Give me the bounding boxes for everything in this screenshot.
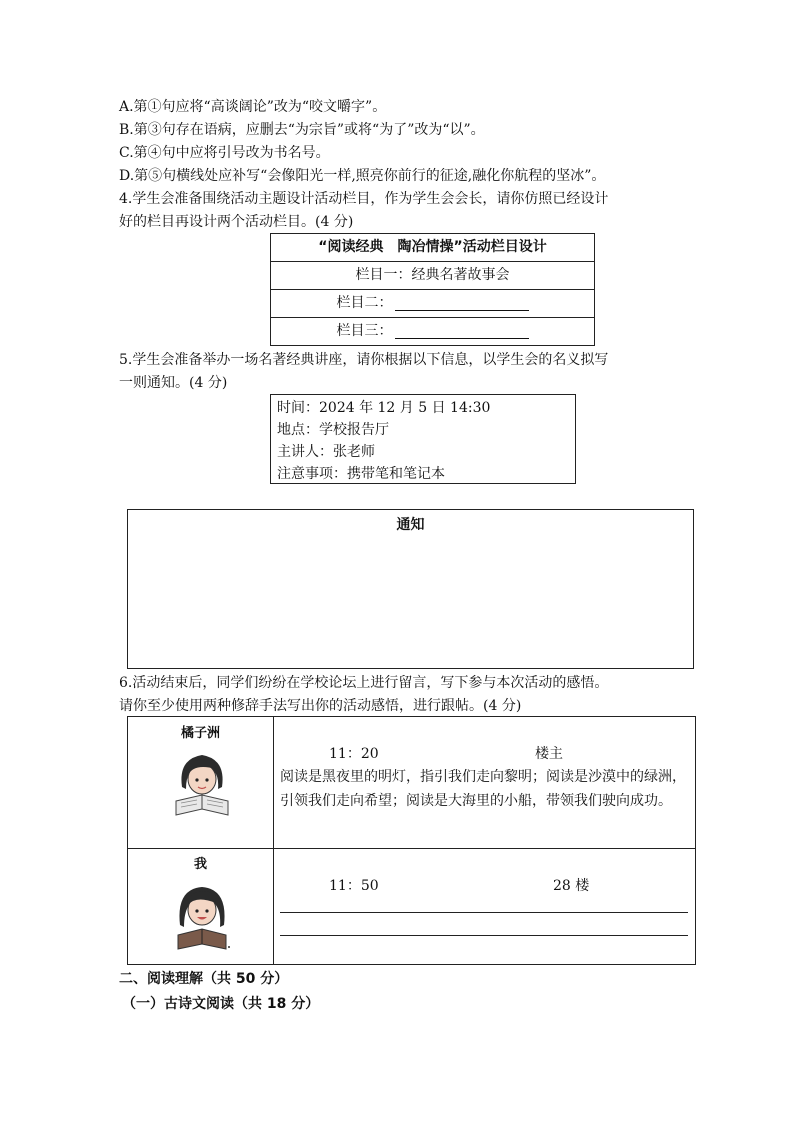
- reply-answer-line-1[interactable]: [280, 912, 688, 913]
- column-two-label: 栏目二：: [336, 295, 393, 311]
- reading-girl-avatar-icon: [172, 745, 232, 817]
- post1-username: 橘子洲: [180, 726, 220, 741]
- post2-username: 我: [193, 857, 207, 872]
- post1-text: 阅读是黑夜里的明灯，指引我们走向黎明；阅读是沙漠中的绿洲，引领我们走向希望；阅读是大海里的小船，带领我们驶向成功。: [280, 769, 686, 809]
- notice-answer-box[interactable]: [127, 509, 694, 669]
- lecture-place: 地点：学校报告厅: [277, 422, 389, 438]
- q5-line1: 5.学生会准备举办一场名著经典讲座，请你根据以下信息，以学生会的名义拟写: [119, 352, 609, 368]
- option-d: D.第⑤句横线处应补写“会像阳光一样,照亮你前行的征途,融化你航程的坚冰”。: [119, 168, 606, 184]
- notice-title: 通知: [396, 517, 425, 533]
- column-three-blank[interactable]: [395, 324, 529, 339]
- option-b: B.第③句存在语病，应删去“为宗旨”或将“为了”改为“以”。: [119, 122, 485, 138]
- column-one-label: 栏目一：经典名著故事会: [355, 267, 510, 283]
- subsection-1-title: （一）古诗文阅读（共 18 分）: [122, 996, 320, 1012]
- post1-time: 11：20: [329, 746, 379, 762]
- q5-line2: 一则通知。(4 分): [119, 375, 228, 391]
- reply-answer-line-2[interactable]: [280, 935, 688, 936]
- column-three: [271, 317, 594, 345]
- reading-girl-avatar-icon: [172, 877, 232, 951]
- post1-floor: 楼主: [535, 746, 563, 762]
- column-three-label: 栏目三：: [336, 323, 393, 339]
- forum-row-divider: [128, 848, 695, 849]
- lecture-notes: 注意事项：携带笔和笔记本: [277, 466, 445, 482]
- q4-line2: 好的栏目再设计两个活动栏目。(4 分): [119, 214, 354, 230]
- lecture-speaker: 主讲人：张老师: [277, 444, 375, 460]
- post2-floor: 28 楼: [553, 878, 590, 894]
- post2-time: 11：50: [329, 878, 379, 894]
- column-two-blank[interactable]: [395, 296, 529, 311]
- column-one: [271, 261, 594, 289]
- column-two: [271, 289, 594, 317]
- option-a: A.第①句应将“高谈阔论”改为“咬文嚼字”。: [119, 99, 387, 115]
- option-c: C.第④句中应将引号改为书名号。: [119, 145, 330, 161]
- q6-line2: 请你至少使用两种修辞手法写出你的活动感悟，进行跟帖。(4 分): [119, 698, 522, 714]
- q6-line1: 6.活动结束后，同学们纷纷在学校论坛上进行留言，写下参与本次活动的感悟。: [119, 675, 609, 691]
- q4-line1: 4.学生会准备围绕活动主题设计活动栏目，作为学生会会长，请你仿照已经设计: [119, 191, 609, 207]
- lecture-info-box: [270, 394, 576, 484]
- section-2-title: 二、阅读理解（共 50 分）: [119, 971, 289, 987]
- forum-table: [127, 716, 696, 965]
- column-design-table: [270, 233, 595, 346]
- column-table-title: “阅读经典 陶冶情操”活动栏目设计: [318, 239, 547, 255]
- lecture-time: 时间：2024 年 12 月 5 日 14:30: [277, 400, 491, 416]
